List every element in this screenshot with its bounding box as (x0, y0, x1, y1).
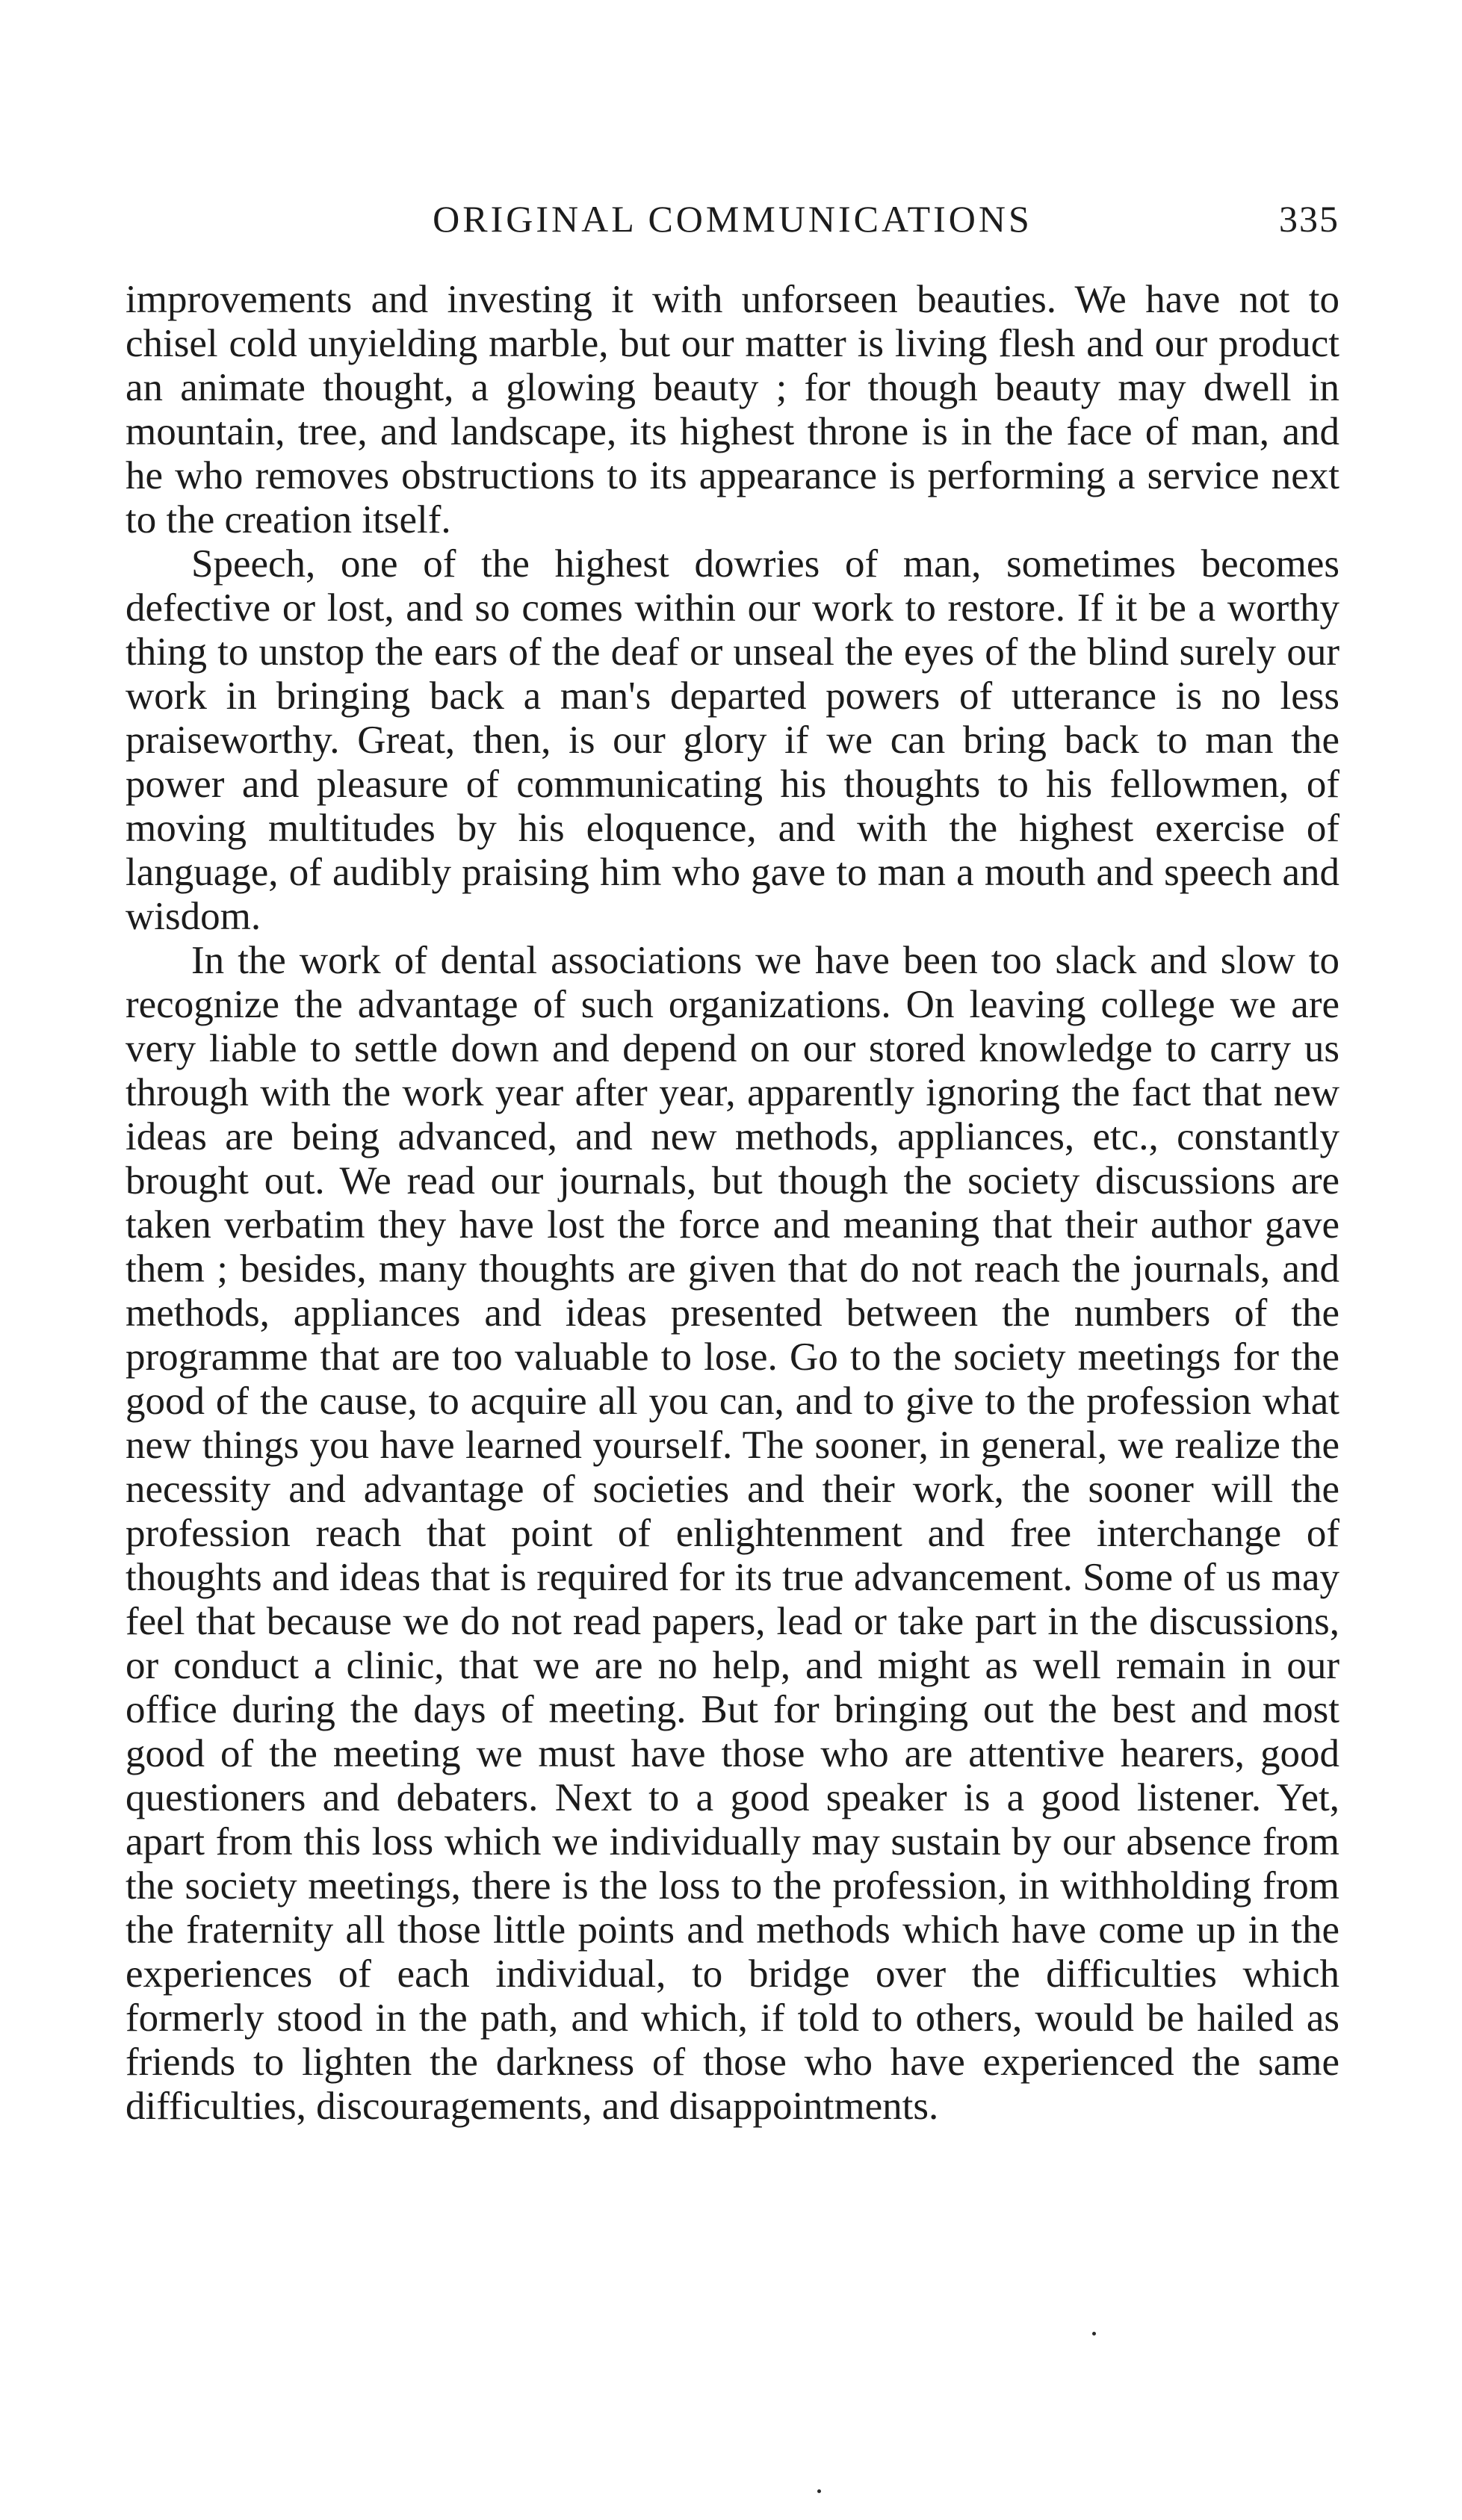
paragraph-continued: improvements and investing it with unforseen beauties. We have not to chisel cold unyielding marble, but our matter is living flesh and our product an animate thought, a glowing beauty ; for though beauty may dwell in mountain, tree, and landscape, its highest throne is in the face of man, and he who removes obstructions to its appearance is performing a service next to the creation itself. (126, 278, 1339, 541)
print-speck (1092, 2332, 1096, 2336)
page-number: 335 (1279, 198, 1339, 240)
paragraph-dental-associations: In the work of dental associations we have been too slack and slow to recognize the advantage of such organizations. On leaving college we are very liable to settle down and depend on our stored knowledge to carry us through with the work year after year, apparently ignoring the fact that new ideas are being advanced, and new methods, appliances, etc., constantly brought out. We read our journals, but though the society discussions are taken verbatim they have lost the force and meaning that their author gave them ; besides, many thoughts are given that do not reach the journals, and methods, appliances and ideas presented between the numbers of the programme that are too valuable to lose. Go to the society meetings for the good of the cause, to acquire all you can, and to give to the profession what new things you have learned yourself. The sooner, in general, we realize the necessity and advantage of societies and their work, the sooner will the profession reach that point of enlightenment and free interchange of thoughts and ideas that is required for its true advancement. Some of us may feel that because we do not read papers, lead or take part in the discussions, or conduct a clinic, that we are no help, and might as well remain in our office during the days of meeting. But for bringing out the best and most good of the meeting we must have those who are attentive hearers, good questioners and debaters. Next to a good speaker is a good listener. Yet, apart from this loss which we individually may sustain by our absence from the society meetings, there is the loss to the profession, in withholding from the fraternity all those little points and methods which have come up in the experiences of each individual, to bridge over the difficulties which formerly stood in the path, and which, if told to others, would be hailed as friends to lighten the darkness of those who have experienced the same difficulties, discouragements, and disappointments. (126, 939, 1339, 2128)
paragraph-speech: Speech, one of the highest dowries of man, sometimes becomes defective or lost, and so comes within our work to restore. If it be a worthy thing to unstop the ears of the deaf or unseal the eyes of the blind surely our work in bringing back a man's departed powers of utterance is no less praiseworthy. Great, then, is our glory if we can bring back to man the power and pleasure of communicating his thoughts to his fellowmen, of moving multitudes by his eloquence, and with the highest exercise of language, of audibly praising him who gave to man a mouth and speech and wisdom. (126, 542, 1339, 938)
body-text (126, 278, 1339, 2129)
running-head (126, 193, 1339, 245)
print-speck (817, 2489, 821, 2493)
running-title: ORIGINAL COMMUNICATIONS (433, 198, 1032, 240)
